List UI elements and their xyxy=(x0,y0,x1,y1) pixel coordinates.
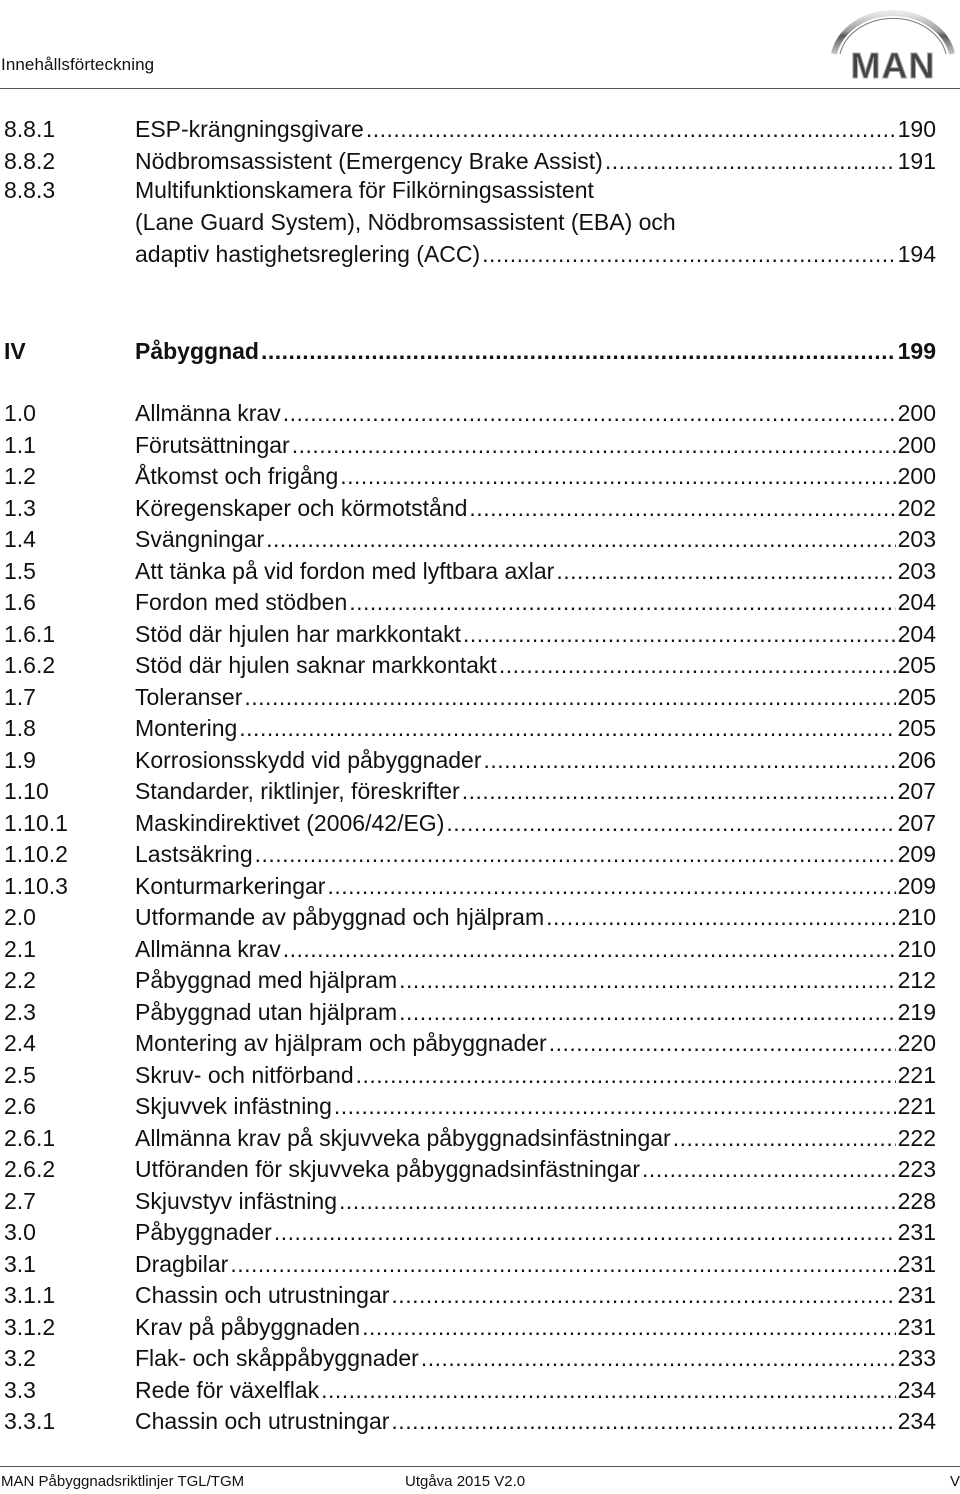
toc-entry[interactable] xyxy=(4,807,936,839)
toc-entry-title: Skjuvvek infästning xyxy=(135,1093,332,1119)
toc-dot-leader xyxy=(255,838,896,870)
toc-entry-title: Chassin och utrustningar xyxy=(135,1282,390,1308)
toc-dot-leader xyxy=(283,933,896,965)
toc-entry-title: Skruv- och nitförband xyxy=(135,1062,354,1088)
toc-entry-page: 207 xyxy=(897,810,936,836)
toc-dot-leader xyxy=(642,1153,896,1185)
toc-entry[interactable] xyxy=(4,1311,936,1343)
toc-entry-title: Fordon med stödben xyxy=(135,589,348,615)
toc-entry-number: 3.3 xyxy=(4,1377,36,1403)
toc-entry[interactable] xyxy=(4,1153,936,1185)
toc-entry-number: 2.2 xyxy=(4,967,36,993)
toc-dot-leader xyxy=(339,1185,896,1217)
toc-dot-leader xyxy=(283,397,896,429)
toc-entry-number: 1.2 xyxy=(4,463,36,489)
toc-entry[interactable] xyxy=(4,1027,936,1059)
toc-dot-leader xyxy=(356,1059,896,1091)
toc-dot-leader xyxy=(274,1216,896,1248)
toc-entry-number: 2.6.2 xyxy=(4,1156,56,1182)
toc-dot-leader xyxy=(266,523,895,555)
toc-entry[interactable] xyxy=(4,492,936,524)
toc-dot-leader xyxy=(421,1342,896,1374)
toc-entry-page: 207 xyxy=(897,778,936,804)
toc-entry-page: 231 xyxy=(897,1282,936,1308)
toc-entry[interactable] xyxy=(4,145,936,177)
toc-entry[interactable] xyxy=(4,1185,936,1217)
toc-dot-leader xyxy=(321,1374,896,1406)
toc-entry-title: Allmänna krav xyxy=(135,400,281,426)
toc-entry-page: 194 xyxy=(897,241,936,267)
toc-entry-title: Påbyggnader xyxy=(135,1219,272,1245)
toc-entry[interactable] xyxy=(4,744,936,776)
toc-entry-title: Montering xyxy=(135,715,238,741)
toc-entry-number: 1.6.2 xyxy=(4,652,56,678)
toc-entry-page: 206 xyxy=(897,747,936,773)
toc-entry-number: 8.8.3 xyxy=(4,177,56,203)
toc-entry-title: Allmänna krav på skjuvveka påbyggnadsinfästningar xyxy=(135,1125,671,1151)
toc-entry-page: 200 xyxy=(897,432,936,458)
toc-entry-page: 228 xyxy=(897,1188,936,1214)
toc-entry[interactable] xyxy=(4,113,936,145)
toc-dot-leader xyxy=(546,901,895,933)
toc-entry-page: 221 xyxy=(897,1062,936,1088)
toc-entry-page: 223 xyxy=(897,1156,936,1182)
toc-entry-title: Maskindirektivet (2006/42/EG) xyxy=(135,810,445,836)
toc-entry-title: Lastsäkring xyxy=(135,841,253,867)
toc-entry-page: 212 xyxy=(897,967,936,993)
toc-entry-number: 1.9 xyxy=(4,747,36,773)
toc-dot-leader xyxy=(399,964,896,996)
toc-entry-number: 2.5 xyxy=(4,1062,36,1088)
toc-entry[interactable] xyxy=(4,1216,936,1248)
toc-entry[interactable] xyxy=(4,964,936,996)
toc-entry-number: 2.4 xyxy=(4,1030,36,1056)
toc-entry-number: 2.1 xyxy=(4,936,36,962)
toc-entry-number: 1.0 xyxy=(4,400,36,426)
toc-entry[interactable] xyxy=(4,397,936,429)
toc-entry[interactable] xyxy=(4,177,936,270)
toc-entry[interactable] xyxy=(4,1405,936,1437)
toc-entry-page: 190 xyxy=(897,116,936,142)
toc-entry-number: 1.10.1 xyxy=(4,810,68,836)
svg-text:MAN: MAN xyxy=(850,45,936,84)
toc-entry-number: 2.6 xyxy=(4,1093,36,1119)
toc-dot-leader xyxy=(327,870,895,902)
toc-entry-title: Rede för växelflak xyxy=(135,1377,320,1403)
footer-document-title: MAN Påbyggnadsriktlinjer TGL/TGM xyxy=(1,1473,245,1490)
toc-entry-title: Allmänna krav xyxy=(135,936,281,962)
toc-entry-number: 2.6.1 xyxy=(4,1125,56,1151)
toc-entry-number: 3.1.2 xyxy=(4,1314,56,1340)
toc-entry-page: 234 xyxy=(897,1377,936,1403)
toc-entry-number: 1.10.2 xyxy=(4,841,68,867)
toc-dot-leader xyxy=(391,1279,895,1311)
toc-dot-leader xyxy=(261,335,896,367)
toc-dot-leader xyxy=(446,807,895,839)
toc-entry-page: 234 xyxy=(897,1408,936,1434)
toc-entry-page: 210 xyxy=(897,904,936,930)
toc-entry-title: Konturmarkeringar xyxy=(135,873,326,899)
toc-entry[interactable] xyxy=(4,712,936,744)
toc-entry-title: Förutsättningar xyxy=(135,432,290,458)
toc-entry-page: 205 xyxy=(897,652,936,678)
toc-entry-number: 3.1 xyxy=(4,1251,36,1277)
toc-dot-leader xyxy=(340,460,895,492)
toc-entry-title: Stöd där hjulen saknar markkontakt xyxy=(135,652,497,678)
toc-entry-title: Utformande av påbyggnad och hjälpram xyxy=(135,904,545,930)
toc-dot-leader xyxy=(549,1027,896,1059)
toc-entry[interactable] xyxy=(4,681,936,713)
toc-entry[interactable] xyxy=(4,586,936,618)
toc-entry[interactable] xyxy=(4,523,936,555)
toc-entry[interactable] xyxy=(4,618,936,650)
toc-entry-page: 233 xyxy=(897,1345,936,1371)
toc-entry-title: Påbyggnad xyxy=(135,338,259,364)
toc-entry-page: 203 xyxy=(897,526,936,552)
toc-entry-page: 209 xyxy=(897,873,936,899)
toc-entry-number: 8.8.2 xyxy=(4,148,56,174)
toc-entry-number: 1.10 xyxy=(4,778,49,804)
toc-entry-number: IV xyxy=(4,338,26,364)
toc-entry-number: 1.8 xyxy=(4,715,36,741)
toc-dot-leader xyxy=(334,1090,896,1122)
toc-entry-title: Köregenskaper och körmotstånd xyxy=(135,495,468,521)
toc-entry-title: Att tänka på vid fordon med lyftbara axlar xyxy=(135,558,555,584)
page-header-title: Innehållsförteckning xyxy=(1,55,155,74)
toc-entry-title: Flak- och skåppåbyggnader xyxy=(135,1345,419,1371)
toc-entry[interactable] xyxy=(4,1248,936,1280)
toc-entry-page: 205 xyxy=(897,684,936,710)
toc-entry-title: Nödbromsassistent (Emergency Brake Assist) xyxy=(135,148,603,174)
toc-entry-page: 200 xyxy=(897,400,936,426)
toc-dot-leader xyxy=(366,113,896,145)
toc-entry-title: ESP-krängningsgivare xyxy=(135,116,364,142)
toc-entry[interactable] xyxy=(4,933,936,965)
toc-entry-title: Dragbilar xyxy=(135,1251,229,1277)
toc-entry-number: 1.6 xyxy=(4,589,36,615)
toc-entry-title: Påbyggnad med hjälpram xyxy=(135,967,398,993)
toc-entry-page: 219 xyxy=(897,999,936,1025)
toc-dot-leader xyxy=(463,618,896,650)
toc-dot-leader xyxy=(349,586,895,618)
toc-entry-number: 2.7 xyxy=(4,1188,36,1214)
toc-entry[interactable] xyxy=(4,1374,936,1406)
footer-edition: Utgåva 2015 V2.0 xyxy=(405,1473,526,1490)
toc-entry-title: Krav på påbyggnaden xyxy=(135,1314,361,1340)
toc-entry-title: Montering av hjälpram och påbyggnader xyxy=(135,1030,547,1056)
toc-entry-page: 222 xyxy=(897,1125,936,1151)
toc-entry[interactable] xyxy=(4,1279,936,1311)
toc-entry[interactable] xyxy=(4,901,936,933)
toc-entry-page: 202 xyxy=(897,495,936,521)
toc-entry-title: Stöd där hjulen har markkontakt xyxy=(135,621,462,647)
toc-entry[interactable] xyxy=(4,649,936,681)
toc-entry-number: 1.7 xyxy=(4,684,36,710)
toc-entry[interactable] xyxy=(4,1090,936,1122)
toc-entry[interactable] xyxy=(4,1342,936,1374)
toc-entry[interactable] xyxy=(4,429,936,461)
toc-entry[interactable] xyxy=(4,996,936,1028)
toc-entry-number: 1.10.3 xyxy=(4,873,68,899)
toc-entry[interactable] xyxy=(4,838,936,870)
toc-entry[interactable] xyxy=(4,775,936,807)
toc-entry-page: 204 xyxy=(897,621,936,647)
toc-entry-page: 210 xyxy=(897,936,936,962)
toc-dot-leader xyxy=(499,649,896,681)
toc-entry-page: 231 xyxy=(897,1314,936,1340)
toc-entry-title: Utföranden för skjuvveka påbyggnadsinfästningar xyxy=(135,1156,641,1182)
toc-dot-leader xyxy=(469,492,895,524)
toc-entry-title-line: Multifunktionskamera för Filkörningsassistent xyxy=(135,177,594,203)
toc-entry[interactable] xyxy=(4,335,936,367)
toc-entry-page: 199 xyxy=(897,338,936,364)
toc-dot-leader xyxy=(239,712,895,744)
toc-entry-page: 231 xyxy=(897,1251,936,1277)
toc-dot-leader xyxy=(292,429,896,461)
footer-page-number: V xyxy=(950,1473,960,1490)
footer-divider xyxy=(0,1466,960,1467)
toc-entry-title: Svängningar xyxy=(135,526,265,552)
toc-dot-leader xyxy=(483,744,895,776)
toc-entry-title: Korrosionsskydd vid påbyggnader xyxy=(135,747,482,773)
toc-entry-number: 8.8.1 xyxy=(4,116,56,142)
toc-entry-title: adaptiv hastighetsreglering (ACC) xyxy=(135,241,481,267)
toc-entry[interactable] xyxy=(4,460,936,492)
toc-dot-leader xyxy=(482,238,895,270)
toc-entry[interactable] xyxy=(4,1059,936,1091)
toc-dot-leader xyxy=(391,1405,895,1437)
toc-entry[interactable] xyxy=(4,1122,936,1154)
toc-entry-page: 220 xyxy=(897,1030,936,1056)
toc-dot-leader xyxy=(362,1311,896,1343)
toc-entry-page: 191 xyxy=(897,148,936,174)
toc-entry-number: 3.1.1 xyxy=(4,1282,56,1308)
toc-entry-title: Toleranser xyxy=(135,684,243,710)
toc-entry-title: Åtkomst och frigång xyxy=(135,463,339,489)
toc-entry-page: 203 xyxy=(897,558,936,584)
toc-entry-title: Skjuvstyv infästning xyxy=(135,1188,337,1214)
toc-entry-title: Chassin och utrustningar xyxy=(135,1408,390,1434)
toc-dot-leader xyxy=(399,996,895,1028)
toc-entry-page: 204 xyxy=(897,589,936,615)
toc-entry-number: 1.5 xyxy=(4,558,36,584)
toc-entry-page: 221 xyxy=(897,1093,936,1119)
toc-dot-leader xyxy=(605,145,896,177)
toc-entry-page: 200 xyxy=(897,463,936,489)
toc-entry-title-line: (Lane Guard System), Nödbromsassistent (EBA) och xyxy=(135,209,676,235)
toc-entry-title: Påbyggnad utan hjälpram xyxy=(135,999,398,1025)
toc-entry-number: 3.3.1 xyxy=(4,1408,56,1434)
toc-dot-leader xyxy=(244,681,895,713)
toc-entry[interactable] xyxy=(4,870,936,902)
toc-entry-page: 231 xyxy=(897,1219,936,1245)
toc-entry-page: 209 xyxy=(897,841,936,867)
toc-entry-number: 3.0 xyxy=(4,1219,36,1245)
toc-entry-number: 3.2 xyxy=(4,1345,36,1371)
toc-entry-number: 1.4 xyxy=(4,526,36,552)
toc-dot-leader xyxy=(673,1122,896,1154)
toc-entry-number: 2.0 xyxy=(4,904,36,930)
toc-entry-number: 1.1 xyxy=(4,432,36,458)
toc-entry-number: 1.6.1 xyxy=(4,621,56,647)
toc-dot-leader xyxy=(556,555,895,587)
toc-dot-leader xyxy=(230,1248,895,1280)
toc-dot-leader xyxy=(462,775,896,807)
toc-entry[interactable] xyxy=(4,555,936,587)
toc-entry-number: 1.3 xyxy=(4,495,36,521)
toc-entry-title: Standarder, riktlinjer, föreskrifter xyxy=(135,778,460,804)
toc-entry-number: 2.3 xyxy=(4,999,36,1025)
toc-entry-page: 205 xyxy=(897,715,936,741)
